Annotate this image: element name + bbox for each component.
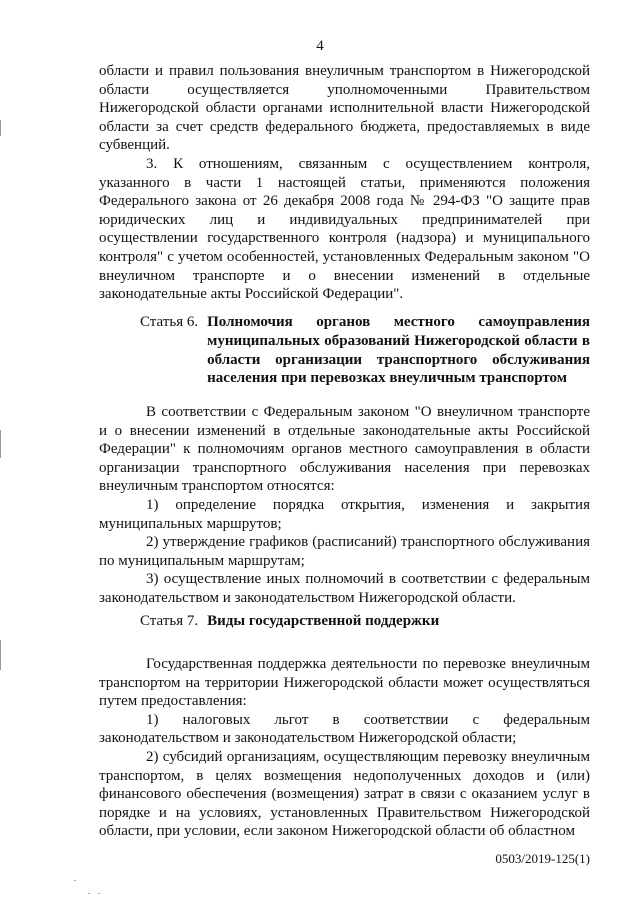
scan-edge-mark xyxy=(0,430,1,458)
list-item: 1) определение порядка открытия, изменения и закрытия муниципальных маршрутов; xyxy=(99,496,590,532)
scan-edge-mark xyxy=(0,120,1,136)
list-item: 3) осуществление иных полномочий в соответствии с федеральным законодательством и законодательством Нижегородской области. xyxy=(99,571,590,606)
list-item: 1) налоговых льгот в соответствии с федеральным законодательством и законодательством Нижегородской области; xyxy=(99,711,590,747)
scan-edge-mark xyxy=(0,640,1,670)
section-continuation xyxy=(99,62,590,304)
paragraph: В соответствии с Федеральным законом "О внеуличном транспорте и о внесении изменений в отдельные законодательные акты Российской Федерации" к полномочиям органов местного самоуправления в области организации транспортного обслуживания населения при перевозках внеуличным транспортом относятся: xyxy=(99,404,590,495)
article-number: Статья 7. xyxy=(140,613,199,629)
article-7-body xyxy=(99,655,590,841)
list-item: 2) утверждение графиков (расписаний) транспортного обслуживания по муниципальным маршрутам; xyxy=(99,534,590,569)
scan-speck xyxy=(74,880,76,881)
list-item: 2) субсидий организациям, осуществляющим перевозку внеуличным транспортом, в целях возмещения недополученных доходов и (или) финансового обеспечения (возмещения) затрат в связи с оказанием услуг в порядке и на условиях, установленных Правительством Нижегородской области, при условии, если законом Нижегородской области об областном xyxy=(99,748,590,840)
paragraph: области и правил пользования внеуличным транспортом в Нижегородской области осуществляется уполномоченными Правительством Нижегородской области органами исполнительной власти Нижегородской области за счет средств федерального бюджета, предоставляемых в виде субвенций. xyxy=(99,63,590,154)
article-number: Статья 6. xyxy=(140,314,199,330)
scan-speck xyxy=(88,893,90,894)
paragraph: Государственная поддержка деятельности по перевозке внеуличным транспортом на территории Нижегородской области может осуществляться путем предоставления: xyxy=(99,656,590,710)
article-6-body xyxy=(99,403,590,608)
article-6-heading xyxy=(140,313,590,388)
article-title: Полномочия органов местного самоуправления муниципальных образований Нижегородской области в области организации транспортного обслуживания населения при перевозках внеуличным транспортом xyxy=(207,314,590,387)
scan-speck xyxy=(98,893,100,894)
document-code: 0503/2019-125(1) xyxy=(495,851,590,866)
page-number: 4 xyxy=(316,38,324,54)
article-title: Виды государственной поддержки xyxy=(207,613,440,629)
paragraph: 3. К отношениям, связанным с осуществлением контроля, указанного в части 1 настоящей статьи, применяются положения Федерального закона от 26 декабря 2008 года № 294-ФЗ "О защите прав юридических лиц и индивидуальных предпринимателей при осуществлении государственного контроля (надзора) и муниципального контроля" с учетом особенностей, установленных Федеральным законом "О внеуличном транспорте и о внесении изменений в отдельные законодательные акты Российской Федерации". xyxy=(99,155,590,303)
article-7-heading xyxy=(140,612,590,631)
